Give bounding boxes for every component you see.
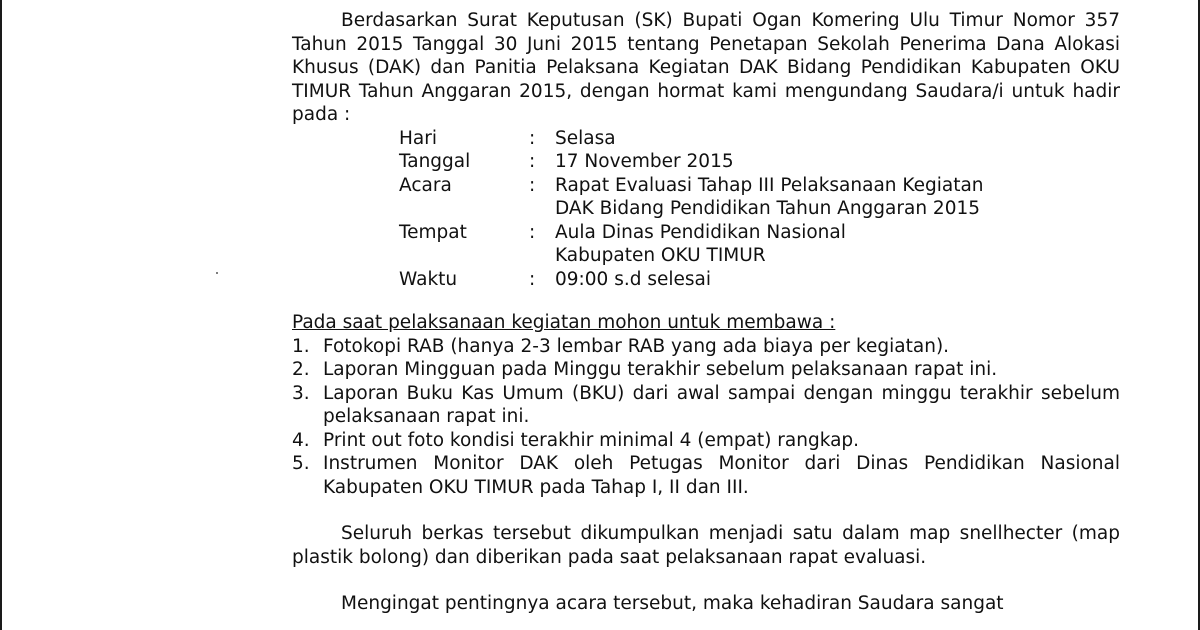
detail-label: Waktu [399,268,458,290]
detail-value [545,221,984,268]
intro-paragraph: Berdasarkan Surat Keputusan (SK) Bupati Ogan Komering Ulu Timur Nomor 357 Tahun 2015 Tanggal 30 Juni 2015 tentang Penetapan Sekolah Penerima Dana Alokasi Khusus (DAK) dan Panitia Pelaksana Kegiatan DAK Bidang Pendidikan Kabupaten OKU TIMUR Tahun Anggaran 2015, dengan hormat kami mengundang Saudara/i untuk hadir pada : [292,10,1120,125]
detail-value-line: Kabupaten OKU TIMUR [555,245,766,266]
detail-value-line: Aula Dinas Pendidikan Nasional [555,221,846,243]
list-item-text: Laporan Buku Kas Umum (BKU) dari awal sampai dengan minggu terakhir sebelum pelaksanaan rapat ini. [323,382,1120,427]
list-item [292,452,1120,499]
detail-row-venue [399,221,984,268]
list-item-number: 4. [292,429,310,451]
detail-row-day [399,127,984,151]
requirements-heading: Pada saat pelaksanaan kegiatan mohon untuk membawa : [292,312,836,333]
requirements-list [292,335,1120,500]
detail-value: 09:00 s.d selesai [555,268,711,290]
detail-separator: : [529,174,536,196]
detail-row-time [399,268,984,292]
list-item-number: 5. [292,453,310,474]
list-item-number: 1. [292,335,310,357]
detail-value [545,174,984,221]
list-item [292,382,1120,429]
scan-speck [216,272,218,274]
detail-label: Acara [399,174,452,196]
list-item-text: Instrumen Monitor DAK oleh Petugas Monitor dari Dinas Pendidikan Nasional Kabupaten OKU TIMUR pada Tahap I, II dan III. [323,453,1120,498]
detail-row-agenda [399,174,984,221]
page-border-left [0,0,2,630]
collection-paragraph: Seluruh berkas tersebut dikumpulkan menjadi satu dalam map snellhecter (map plastik bolong) dan diberikan pada saat pelaksanaan rapat evaluasi. [292,523,1120,568]
detail-value: Selasa [555,127,616,149]
list-item-text: Laporan Mingguan pada Minggu terakhir sebelum pelaksanaan rapat ini. [323,359,998,380]
event-details-table [399,127,984,292]
detail-label: Tanggal [399,151,471,172]
closing-paragraph: Mengingat pentingnya acara tersebut, maka kehadiran Saudara sangat [341,593,1004,614]
detail-value-line: DAK Bidang Pendidikan Tahun Anggaran 2015 [555,198,981,219]
list-item-text: Fotokopi RAB (hanya 2-3 lembar RAB yang ada biaya per kegiatan). [323,335,950,357]
detail-row-date [399,150,984,174]
detail-label: Hari [399,127,437,149]
detail-separator: : [529,127,536,149]
letter-body [292,9,1120,616]
detail-value: 17 November 2015 [555,151,734,172]
list-item [292,335,1120,359]
list-item [292,358,1120,382]
list-item [292,429,1120,453]
detail-separator: : [529,268,536,290]
list-item-number: 2. [292,359,310,380]
detail-value-line: Rapat Evaluasi Tahap III Pelaksanaan Kegiatan [555,174,984,196]
detail-label: Tempat [399,221,467,243]
list-item-number: 3. [292,382,310,404]
list-item-text: Print out foto kondisi terakhir minimal 4 (empat) rangkap. [323,429,860,451]
detail-separator: : [529,151,536,172]
detail-separator: : [529,221,536,243]
